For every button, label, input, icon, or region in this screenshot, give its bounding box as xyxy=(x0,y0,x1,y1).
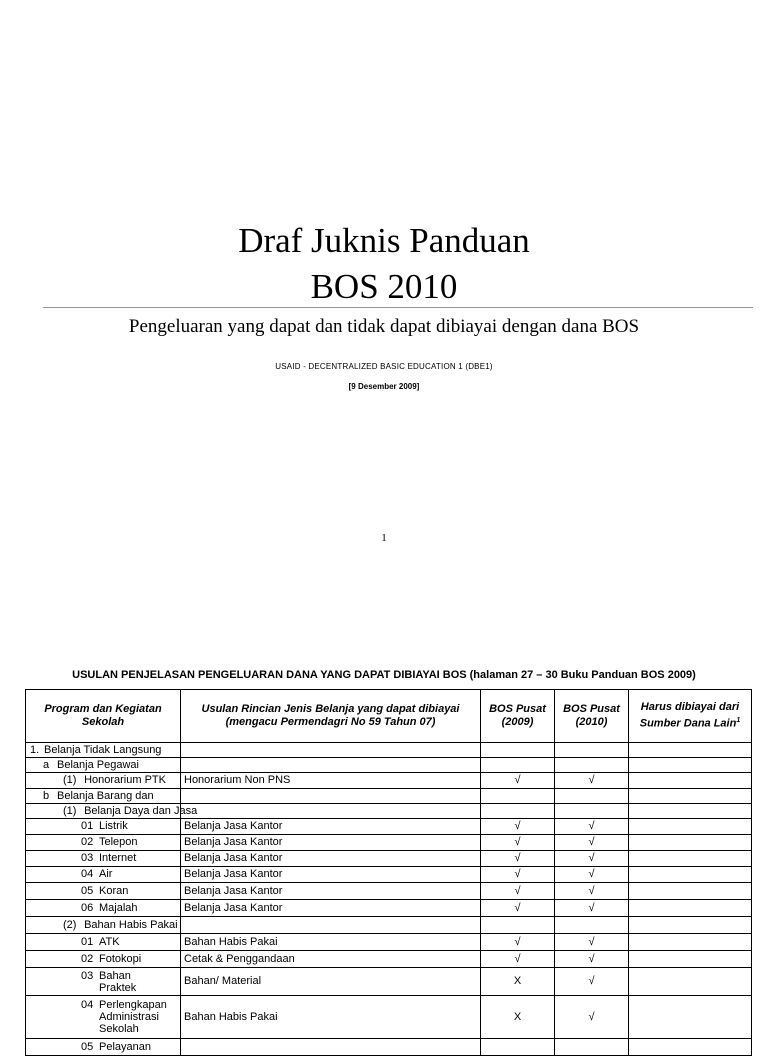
expenditure-table xyxy=(25,689,752,1056)
bos-2010-cell: √ xyxy=(555,900,629,917)
rincian-cell xyxy=(181,804,481,819)
bos-2010-cell xyxy=(555,743,629,758)
rincian-cell: Belanja Jasa Kantor xyxy=(181,835,481,851)
program-cell: 06 Majalah xyxy=(26,900,181,917)
page-number: 1 xyxy=(381,532,387,544)
table-header-row xyxy=(26,690,752,743)
program-cell: 01 Listrik xyxy=(26,819,181,835)
table-row xyxy=(26,743,752,758)
bos-2009-cell xyxy=(481,917,555,934)
rincian-cell: Bahan Habis Pakai xyxy=(181,996,481,1039)
rincian-cell: Bahan Habis Pakai xyxy=(181,934,481,951)
table-row xyxy=(26,934,752,951)
program-cell: (1) Belanja Daya dan Jasa xyxy=(26,804,181,819)
sumber-lain-cell xyxy=(629,758,752,773)
bos-2010-cell: √ xyxy=(555,934,629,951)
sumber-lain-cell xyxy=(629,867,752,883)
program-cell: a Belanja Pegawai xyxy=(26,758,181,773)
table-row xyxy=(26,789,752,804)
sumber-lain-cell xyxy=(629,804,752,819)
bos-2010-cell: √ xyxy=(555,996,629,1039)
sumber-lain-cell xyxy=(629,1039,752,1056)
sumber-lain-cell xyxy=(629,883,752,900)
table-row xyxy=(26,968,752,996)
sumber-lain-cell xyxy=(629,934,752,951)
bos-2009-cell: √ xyxy=(481,867,555,883)
rincian-cell: Belanja Jasa Kantor xyxy=(181,883,481,900)
document-date: [9 Desember 2009] xyxy=(348,382,420,391)
table-row xyxy=(26,835,752,851)
rincian-cell xyxy=(181,758,481,773)
program-cell: 03 Internet xyxy=(26,851,181,867)
header-bos-2010: BOS Pusat (2010) xyxy=(555,690,629,743)
program-cell: b Belanja Barang dan xyxy=(26,789,181,804)
rincian-cell xyxy=(181,789,481,804)
bos-2010-cell: √ xyxy=(555,819,629,835)
bos-2010-cell xyxy=(555,917,629,934)
bos-2010-cell xyxy=(555,804,629,819)
table-row xyxy=(26,867,752,883)
program-cell: 1. Belanja Tidak Langsung xyxy=(26,743,181,758)
table-heading: USULAN PENJELASAN PENGELUARAN DANA YANG DAPAT DIBIAYAI BOS (halaman 27 – 30 Buku Panduan BOS 2009) xyxy=(72,669,696,681)
bos-2009-cell: √ xyxy=(481,883,555,900)
sumber-lain-cell xyxy=(629,900,752,917)
program-cell: 01 ATK xyxy=(26,934,181,951)
table-row xyxy=(26,900,752,917)
bos-2009-cell: √ xyxy=(481,951,555,968)
bos-2009-cell: √ xyxy=(481,934,555,951)
rincian-cell: Bahan/ Material xyxy=(181,968,481,996)
bos-2010-cell: √ xyxy=(555,867,629,883)
rincian-cell: Belanja Jasa Kantor xyxy=(181,867,481,883)
table-row xyxy=(26,773,752,789)
sumber-lain-cell xyxy=(629,951,752,968)
organization-name: USAID - DECENTRALIZED BASIC EDUCATION 1 (DBE1) xyxy=(275,362,493,371)
bos-2010-cell xyxy=(555,758,629,773)
header-program: Program dan Kegiatan Sekolah xyxy=(26,690,181,743)
table-row xyxy=(26,996,752,1039)
rincian-cell xyxy=(181,743,481,758)
bos-2010-cell xyxy=(555,789,629,804)
program-cell: 03 Bahan Praktek xyxy=(26,968,181,996)
rincian-cell: Honorarium Non PNS xyxy=(181,773,481,789)
table-row xyxy=(26,951,752,968)
bos-2009-cell: √ xyxy=(481,835,555,851)
table-row xyxy=(26,758,752,773)
rincian-cell: Belanja Jasa Kantor xyxy=(181,851,481,867)
header-bos-2009: BOS Pusat (2009) xyxy=(481,690,555,743)
bos-2009-cell: √ xyxy=(481,851,555,867)
rincian-cell: Cetak & Penggandaan xyxy=(181,951,481,968)
bos-2009-cell: √ xyxy=(481,900,555,917)
rincian-cell: Belanja Jasa Kantor xyxy=(181,900,481,917)
bos-2009-cell: X xyxy=(481,968,555,996)
sumber-lain-cell xyxy=(629,968,752,996)
sumber-lain-cell xyxy=(629,789,752,804)
program-cell: 05 Pelayanan xyxy=(26,1039,181,1056)
rincian-cell: Belanja Jasa Kantor xyxy=(181,819,481,835)
table-row xyxy=(26,819,752,835)
document-subtitle: Pengeluaran yang dapat dan tidak dapat dibiayai dengan dana BOS xyxy=(128,316,640,337)
sumber-lain-cell xyxy=(629,743,752,758)
program-cell: (2) Bahan Habis Pakai xyxy=(26,917,181,934)
header-sumber-lain: Harus dibiayai dari Sumber Dana Lain$^1$ xyxy=(629,690,752,743)
table-row xyxy=(26,917,752,934)
program-cell: 02 Telepon xyxy=(26,835,181,851)
bos-2010-cell: √ xyxy=(555,968,629,996)
document-title-line2: BOS 2010 xyxy=(310,267,458,306)
bos-2010-cell xyxy=(555,1039,629,1056)
bos-2009-cell xyxy=(481,1039,555,1056)
sumber-lain-cell xyxy=(629,996,752,1039)
sumber-lain-cell xyxy=(629,835,752,851)
bos-2009-cell xyxy=(481,789,555,804)
bos-2010-cell: √ xyxy=(555,773,629,789)
sumber-lain-cell xyxy=(629,819,752,835)
program-cell: 02 Fotokopi xyxy=(26,951,181,968)
program-cell: 04 Perlengkapan Administrasi Sekolah xyxy=(26,996,181,1039)
bos-2009-cell: √ xyxy=(481,819,555,835)
bos-2010-cell: √ xyxy=(555,835,629,851)
bos-2009-cell: √ xyxy=(481,773,555,789)
document-title-line1: Draf Juknis Panduan xyxy=(238,221,530,260)
bos-2009-cell xyxy=(481,804,555,819)
bos-2009-cell xyxy=(481,758,555,773)
header-rincian: Usulan Rincian Jenis Belanja yang dapat dibiayai (mengacu Permendagri No 59 Tahun 07) xyxy=(181,690,481,743)
bos-2010-cell: √ xyxy=(555,851,629,867)
rincian-cell xyxy=(181,917,481,934)
title-divider xyxy=(43,307,753,308)
sumber-lain-cell xyxy=(629,773,752,789)
program-cell: 04 Air xyxy=(26,867,181,883)
table-row xyxy=(26,804,752,819)
sumber-lain-cell xyxy=(629,851,752,867)
bos-2010-cell: √ xyxy=(555,951,629,968)
table-row xyxy=(26,1039,752,1056)
bos-2010-cell: √ xyxy=(555,883,629,900)
bos-2009-cell xyxy=(481,743,555,758)
bos-2009-cell: X xyxy=(481,996,555,1039)
program-cell: 05 Koran xyxy=(26,883,181,900)
table-row xyxy=(26,883,752,900)
table-row xyxy=(26,851,752,867)
sumber-lain-cell xyxy=(629,917,752,934)
program-cell: (1) Honorarium PTK xyxy=(26,773,181,789)
rincian-cell xyxy=(181,1039,481,1056)
